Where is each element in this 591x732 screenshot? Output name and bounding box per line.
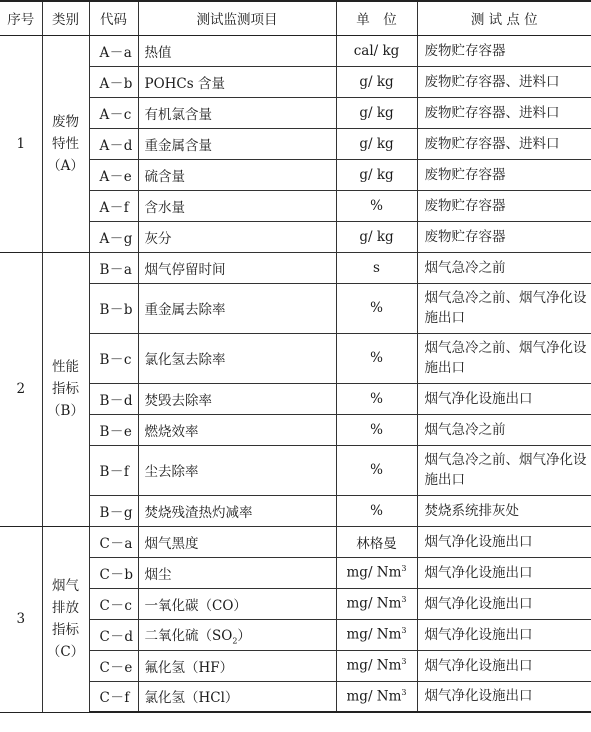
code-cell: B－d xyxy=(89,383,138,414)
point-cell: 废物贮存容器 xyxy=(417,159,591,190)
table-row xyxy=(0,619,591,650)
table-row xyxy=(0,159,591,190)
code-cell: C－c xyxy=(89,588,138,619)
item-cell xyxy=(138,221,336,252)
point-cell: 烟气净化设施出口 xyxy=(417,557,591,588)
unit-cell xyxy=(336,495,417,526)
header-cell: 单 位 xyxy=(336,1,417,35)
category-line: 烟气 xyxy=(52,578,79,594)
unit-text: s xyxy=(373,259,380,276)
code-cell: A－a xyxy=(89,35,138,66)
table-row xyxy=(0,97,591,128)
item-cell xyxy=(138,526,336,557)
item-text: 一氧化碳（CO） xyxy=(144,597,247,614)
unit-cell xyxy=(336,97,417,128)
unit-cell xyxy=(336,619,417,650)
unit-text: % xyxy=(370,421,383,438)
category-line: 废物 xyxy=(52,113,79,130)
table-row xyxy=(0,221,591,252)
unit-cell xyxy=(336,650,417,681)
code-cell: B－g xyxy=(89,495,138,526)
unit-cell xyxy=(336,557,417,588)
point-cell: 烟气净化设施出口 xyxy=(417,526,591,557)
unit-text: % xyxy=(370,462,383,478)
point-cell: 烟气急冷之前 xyxy=(417,252,591,283)
item-text: 尘去除率 xyxy=(144,464,199,480)
point-cell: 废物贮存容器 xyxy=(417,35,591,66)
item-text: 热值 xyxy=(144,44,172,61)
unit-cell xyxy=(336,445,417,495)
unit-superscript: 3 xyxy=(401,657,407,667)
unit-text: mg/ Nm xyxy=(346,595,402,612)
code-cell: B－f xyxy=(89,445,138,495)
category-line: （A） xyxy=(47,157,84,174)
unit-text: mg/ Nm xyxy=(346,657,402,674)
category-cell xyxy=(42,526,89,712)
item-cell xyxy=(138,159,336,190)
unit-cell xyxy=(336,588,417,619)
item-cell xyxy=(138,252,336,283)
header-cell: 序号 xyxy=(0,1,42,35)
code-cell: B－a xyxy=(89,252,138,283)
table-row xyxy=(0,252,591,283)
unit-cell xyxy=(336,681,417,712)
point-cell: 烟气净化设施出口 xyxy=(417,383,591,414)
table-row xyxy=(0,383,591,414)
unit-text: % xyxy=(370,350,383,366)
item-text: 二氧化硫（SO xyxy=(144,627,233,644)
unit-cell xyxy=(336,283,417,333)
table-row xyxy=(0,190,591,221)
point-cell: 烟气急冷之前、烟气净化设施出口 xyxy=(417,445,591,495)
table-row xyxy=(0,414,591,445)
unit-cell xyxy=(336,190,417,221)
table-row xyxy=(0,557,591,588)
unit-cell xyxy=(336,526,417,557)
point-cell: 烟气急冷之前、烟气净化设施出口 xyxy=(417,333,591,383)
unit-cell xyxy=(336,66,417,97)
point-cell: 烟气净化设施出口 xyxy=(417,619,591,650)
item-text: 灰分 xyxy=(144,230,172,247)
item-text: 含水量 xyxy=(144,199,185,216)
header-cell: 类别 xyxy=(42,1,89,35)
point-cell: 废物贮存容器、进料口 xyxy=(417,66,591,97)
item-text: 焚烧残渣热灼减率 xyxy=(144,504,253,521)
item-cell xyxy=(138,495,336,526)
unit-superscript: 3 xyxy=(401,626,407,636)
item-cell xyxy=(138,66,336,97)
category-line: （C） xyxy=(46,644,85,660)
item-text: 氟化氢（HF） xyxy=(144,659,234,676)
unit-text: 林格曼 xyxy=(356,535,397,552)
unit-superscript: 3 xyxy=(401,688,407,697)
item-cell xyxy=(138,557,336,588)
unit-text: mg/ Nm xyxy=(346,688,402,705)
category-line: 排放 xyxy=(52,600,79,616)
code-cell: A－g xyxy=(89,221,138,252)
unit-text: g/ kg xyxy=(359,104,394,121)
table-row xyxy=(0,650,591,681)
unit-text: g/ kg xyxy=(359,135,394,152)
category-cell xyxy=(42,252,89,526)
unit-text: % xyxy=(370,390,383,407)
item-text: 有机氯含量 xyxy=(144,106,212,123)
code-cell: A－b xyxy=(89,66,138,97)
item-cell xyxy=(138,650,336,681)
item-cell xyxy=(138,681,336,712)
code-cell: C－e xyxy=(89,650,138,681)
unit-text: cal/ kg xyxy=(353,42,400,59)
point-cell: 废物贮存容器 xyxy=(417,221,591,252)
unit-cell xyxy=(336,35,417,66)
header-cell: 测 试 点 位 xyxy=(417,1,591,35)
point-cell: 烟气净化设施出口 xyxy=(417,588,591,619)
item-text: POHCs 含量 xyxy=(144,75,225,92)
item-text-end: ） xyxy=(237,627,251,644)
unit-cell xyxy=(336,383,417,414)
table-row xyxy=(0,283,591,333)
category-line: 指标 xyxy=(52,622,79,638)
item-text: 硫含量 xyxy=(144,168,185,185)
category-cell xyxy=(42,35,89,252)
code-cell: C－d xyxy=(89,619,138,650)
unit-text: % xyxy=(370,197,383,214)
point-cell: 烟气急冷之前 xyxy=(417,414,591,445)
table-row xyxy=(0,681,591,712)
item-text: 重金属去除率 xyxy=(144,302,226,318)
item-cell xyxy=(138,445,336,495)
header-cell: 测试监测项目 xyxy=(138,1,336,35)
item-text: 燃烧效率 xyxy=(144,423,199,440)
category-line: （B） xyxy=(47,403,84,419)
item-subscript: 2 xyxy=(232,636,238,646)
item-cell xyxy=(138,97,336,128)
unit-text: % xyxy=(370,502,383,519)
code-cell: B－c xyxy=(89,333,138,383)
point-cell: 废物贮存容器、进料口 xyxy=(417,97,591,128)
item-text: 重金属含量 xyxy=(144,137,212,154)
unit-cell xyxy=(336,159,417,190)
table-row xyxy=(0,333,591,383)
code-cell: A－e xyxy=(89,159,138,190)
table-row xyxy=(0,445,591,495)
table-row xyxy=(0,588,591,619)
point-cell: 烟气急冷之前、烟气净化设施出口 xyxy=(417,283,591,333)
unit-text: mg/ Nm xyxy=(346,564,402,581)
item-cell xyxy=(138,128,336,159)
unit-text: g/ kg xyxy=(359,73,394,90)
seq-cell: 3 xyxy=(0,526,42,712)
table-row xyxy=(0,526,591,557)
unit-text: g/ kg xyxy=(359,166,394,183)
item-text: 氯化氢去除率 xyxy=(144,352,226,368)
point-cell: 烟气净化设施出口 xyxy=(417,681,591,712)
code-cell: B－e xyxy=(89,414,138,445)
unit-superscript: 3 xyxy=(401,595,407,605)
table-row xyxy=(0,66,591,97)
item-text: 氯化氢（HCl） xyxy=(144,690,239,707)
table-body xyxy=(0,35,591,712)
unit-cell xyxy=(336,252,417,283)
item-cell xyxy=(138,588,336,619)
point-cell: 烟气净化设施出口 xyxy=(417,650,591,681)
unit-superscript: 3 xyxy=(401,564,407,574)
seq-cell: 1 xyxy=(0,35,42,252)
item-cell xyxy=(138,619,336,650)
item-cell xyxy=(138,190,336,221)
unit-text: mg/ Nm xyxy=(346,626,402,643)
item-text: 焚毁去除率 xyxy=(144,392,212,409)
code-cell: A－f xyxy=(89,190,138,221)
unit-text: % xyxy=(370,300,383,316)
table-row xyxy=(0,128,591,159)
category-line: 性能 xyxy=(52,359,79,375)
category-line: 指标 xyxy=(52,381,79,397)
code-cell: B－b xyxy=(89,283,138,333)
table-row xyxy=(0,495,591,526)
table-row xyxy=(0,35,591,66)
code-cell: A－c xyxy=(89,97,138,128)
item-cell xyxy=(138,283,336,333)
item-text: 烟尘 xyxy=(144,566,172,583)
unit-cell xyxy=(336,221,417,252)
item-cell xyxy=(138,414,336,445)
code-cell: A－d xyxy=(89,128,138,159)
item-cell xyxy=(138,333,336,383)
point-cell: 废物贮存容器、进料口 xyxy=(417,128,591,159)
seq-cell: 2 xyxy=(0,252,42,526)
unit-cell xyxy=(336,333,417,383)
unit-cell xyxy=(336,128,417,159)
unit-text: g/ kg xyxy=(359,228,394,245)
category-line: 特性 xyxy=(52,135,79,152)
header-row xyxy=(0,1,591,35)
point-cell: 焚烧系统排灰处 xyxy=(417,495,591,526)
item-text: 烟气停留时间 xyxy=(144,261,226,278)
item-text: 烟气黑度 xyxy=(144,535,199,552)
item-cell xyxy=(138,383,336,414)
code-cell: C－a xyxy=(89,526,138,557)
point-cell: 废物贮存容器 xyxy=(417,190,591,221)
item-cell xyxy=(138,35,336,66)
code-cell: C－f xyxy=(89,681,138,712)
code-cell: C－b xyxy=(89,557,138,588)
unit-cell xyxy=(336,414,417,445)
header-cell: 代码 xyxy=(89,1,138,35)
